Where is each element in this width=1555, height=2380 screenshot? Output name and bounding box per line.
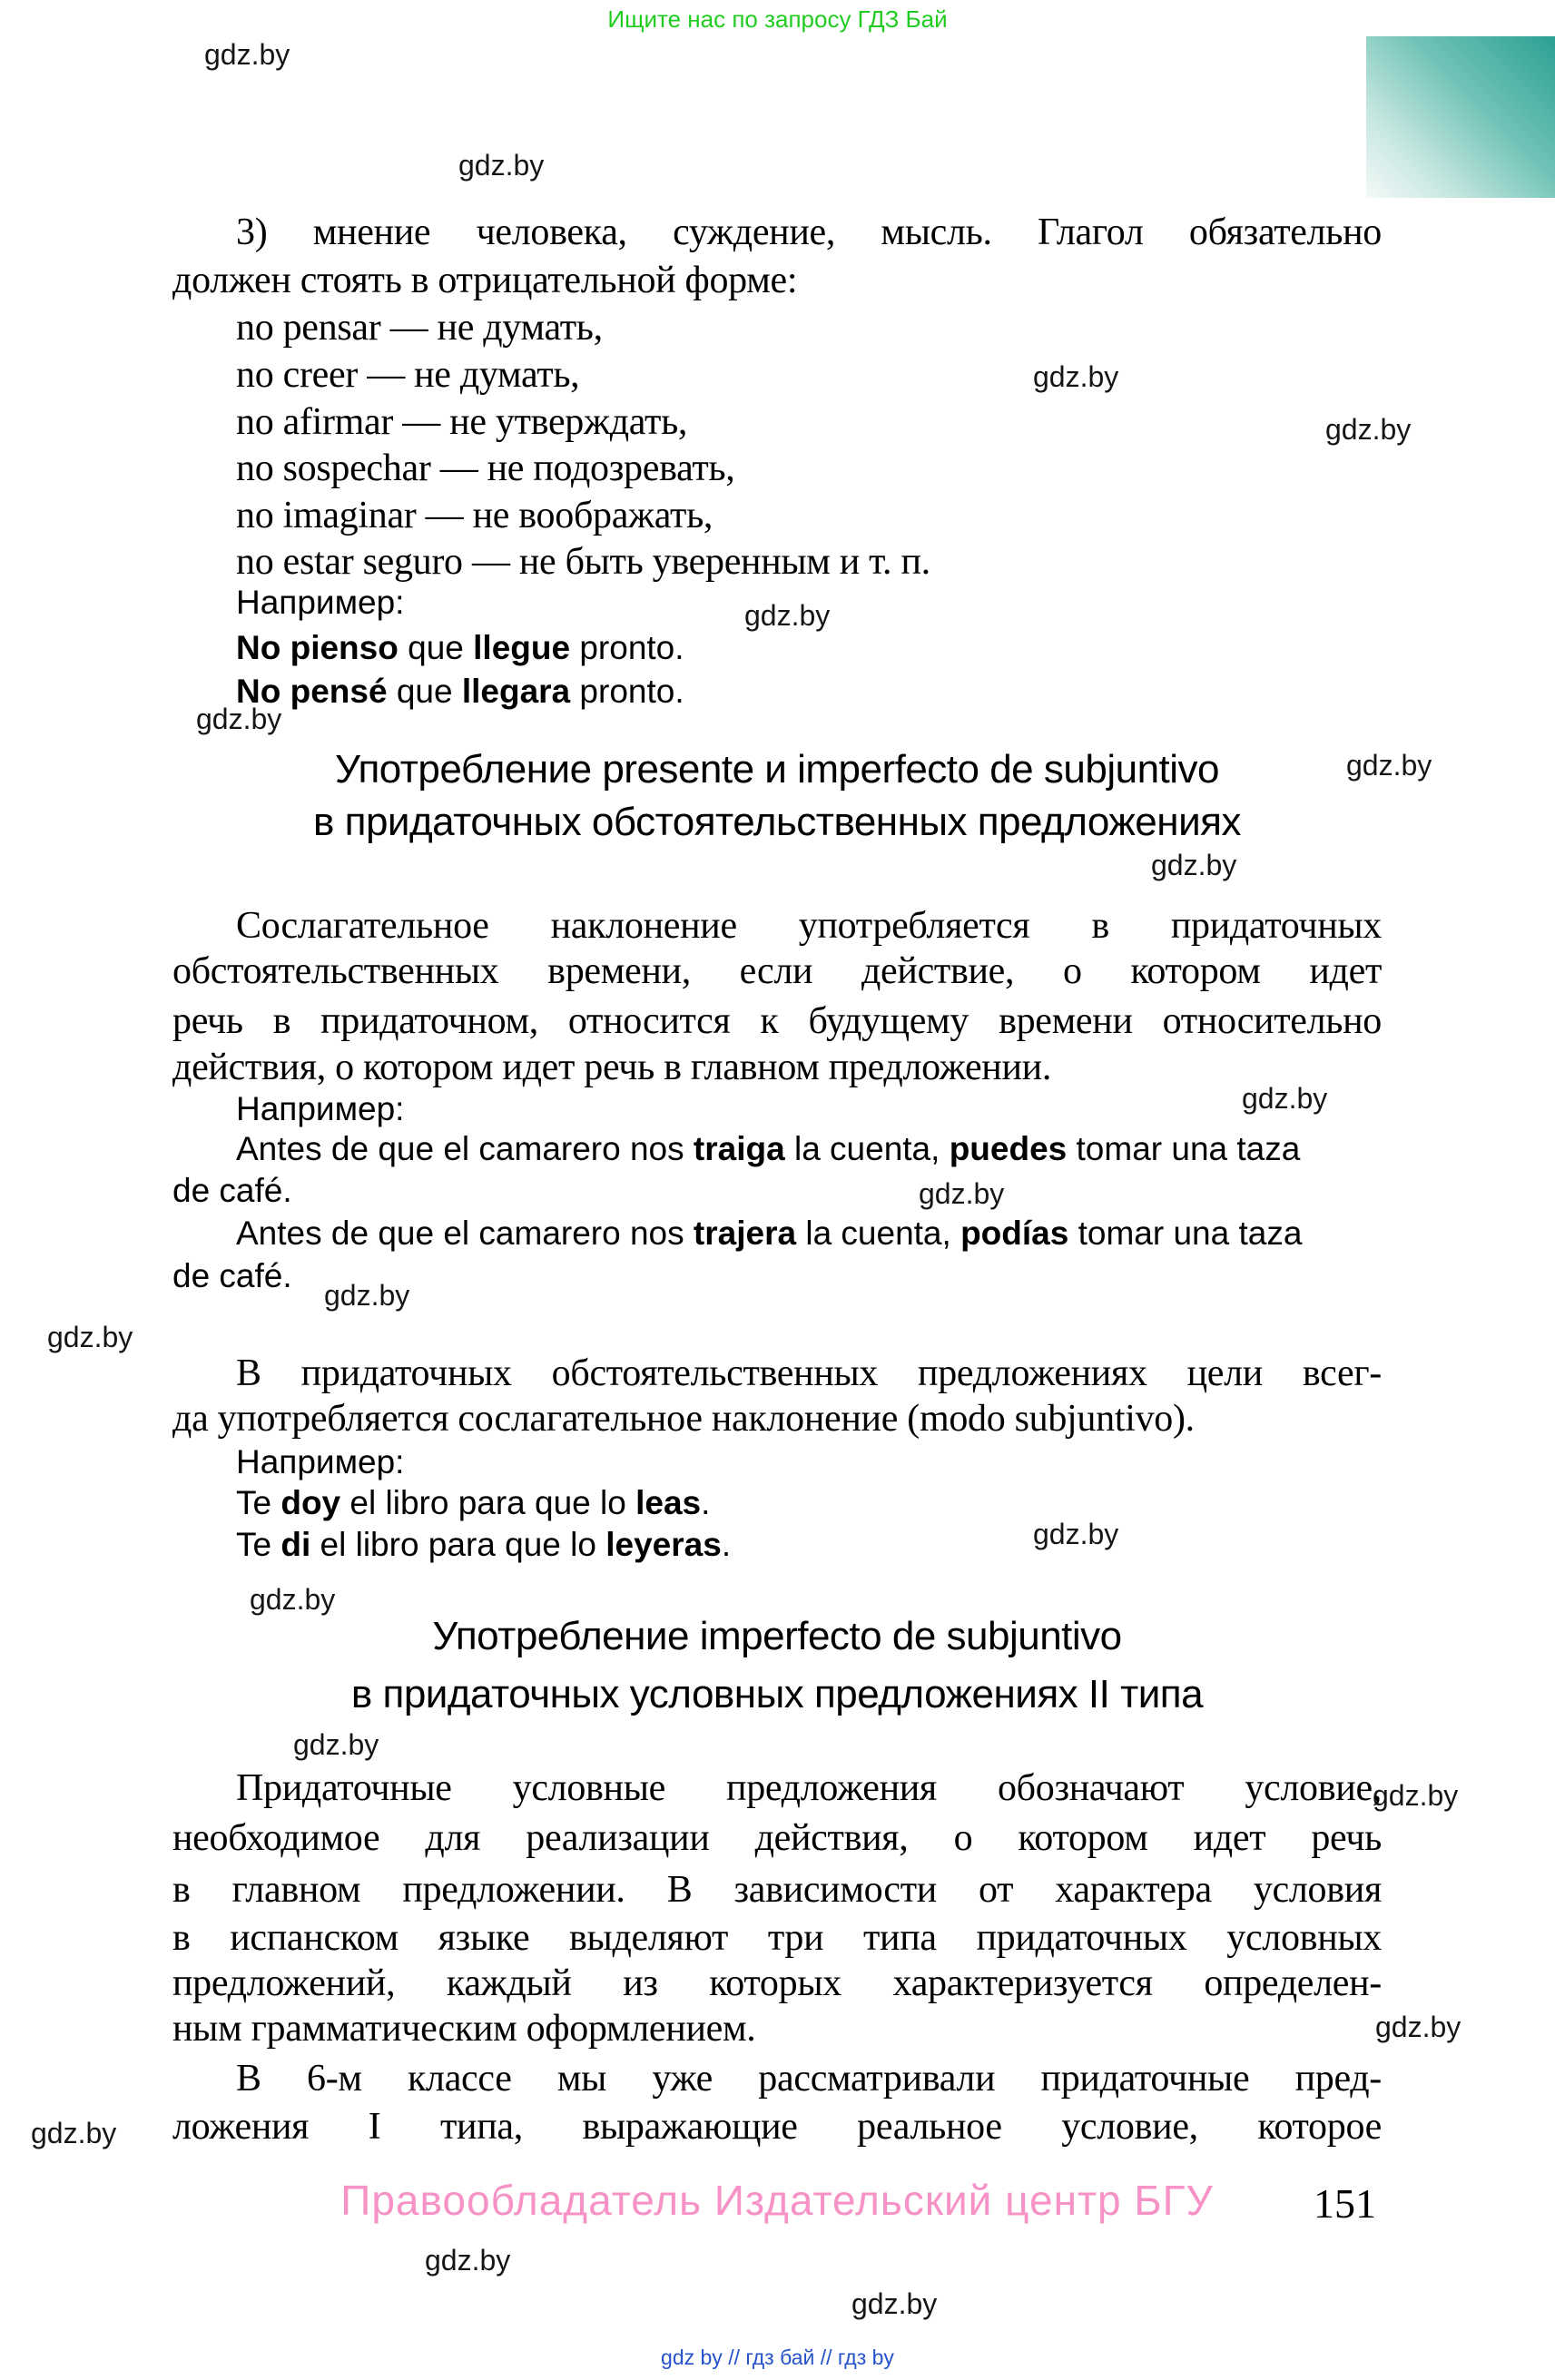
section-heading: в придаточных условных предложениях II типа bbox=[350, 1672, 1204, 1716]
example-bold: puedes bbox=[949, 1130, 1068, 1167]
for-example-label: Например: bbox=[236, 1443, 405, 1480]
example-text: pronto. bbox=[570, 629, 684, 666]
gdzby-watermark: gdz.by bbox=[324, 1279, 410, 1312]
gdzby-watermark: gdz.by bbox=[919, 1177, 1005, 1210]
example-text: tomar una taza bbox=[1067, 1130, 1301, 1167]
example-text: que bbox=[398, 629, 474, 666]
copyright-line: Правообладатель Издательский центр БГУ bbox=[340, 2177, 1214, 2224]
body-line: В 6-м классе мы уже рассматривали придаточные пред- bbox=[236, 2058, 1382, 2100]
gdzby-watermark: gdz.by bbox=[196, 703, 282, 735]
for-example-label: Например: bbox=[236, 1090, 405, 1127]
gdzby-watermark: gdz.by bbox=[1325, 413, 1412, 446]
example-text: pronto. bbox=[570, 673, 684, 710]
gdzby-watermark: gdz.by bbox=[293, 1728, 379, 1761]
body-line: ным грамматическим оформлением. bbox=[172, 2008, 756, 2050]
body-line: Сослагательное наклонение употребляется в придаточных bbox=[236, 905, 1382, 947]
gdzby-watermark: gdz.by bbox=[250, 1583, 336, 1616]
body-line: должен стоять в отрицательной форме: bbox=[172, 260, 798, 301]
section-heading: в придаточных обстоятельственных предложениях bbox=[313, 800, 1241, 844]
body-line: обстоятельственных времени, если действие, о котором идет bbox=[172, 950, 1382, 992]
gdzby-watermark: gdz.by bbox=[1033, 1518, 1119, 1550]
gdzby-watermark: gdz.by bbox=[1346, 749, 1432, 782]
example-text: Antes de que el camarero nos bbox=[236, 1215, 694, 1252]
example-text: . bbox=[721, 1526, 732, 1563]
gdzby-watermark: gdz.by bbox=[1033, 360, 1119, 393]
gdzby-watermark: gdz.by bbox=[1375, 2011, 1462, 2043]
example-sentence bbox=[236, 1481, 710, 1525]
list-item: no creer — не думать, bbox=[236, 354, 580, 396]
section-heading: Употребление imperfecto de subjuntivo bbox=[432, 1614, 1122, 1658]
list-item: no pensar — не думать, bbox=[236, 307, 603, 349]
example-sentence: de café. bbox=[172, 1257, 292, 1294]
example-text: el libro para que lo bbox=[310, 1526, 606, 1563]
body-line: необходимое для реализации действия, о котором идет речь bbox=[172, 1817, 1382, 1859]
list-item: no afirmar — не утверждать, bbox=[236, 401, 688, 443]
example-bold: leyeras bbox=[605, 1526, 722, 1563]
gdzby-watermark: gdz.by bbox=[204, 38, 290, 71]
example-bold: No pensé bbox=[236, 673, 388, 710]
gdzby-watermark: gdz.by bbox=[744, 599, 831, 632]
for-example-label: Например: bbox=[236, 584, 405, 621]
list-item: no estar seguro — не быть уверенным и т. п. bbox=[236, 541, 930, 583]
example-text: . bbox=[701, 1484, 711, 1521]
gdzby-watermark: gdz.by bbox=[425, 2244, 511, 2277]
gdzby-watermark: gdz.by bbox=[1242, 1082, 1328, 1115]
body-line: ложения I типа, выражающие реальное условие, которое bbox=[172, 2106, 1382, 2148]
example-bold: doy bbox=[280, 1484, 341, 1521]
body-line: предложений, каждый из которых характеризуется определен- bbox=[172, 1962, 1382, 2004]
example-bold: llegue bbox=[473, 629, 571, 666]
body-line: действия, о котором идет речь в главном предложении. bbox=[172, 1047, 1052, 1088]
gdzby-watermark: gdz.by bbox=[1151, 849, 1237, 881]
example-bold: trajera bbox=[693, 1215, 797, 1252]
gdzby-watermark: gdz.by bbox=[47, 1321, 133, 1353]
body-line: да употребляется сослагательное наклонение (modo subjuntivo). bbox=[172, 1398, 1195, 1440]
gdzby-watermark: gdz.by bbox=[458, 149, 545, 182]
example-text: Antes de que el camarero nos bbox=[236, 1130, 694, 1167]
example-bold: podías bbox=[960, 1215, 1069, 1252]
list-item: no sospechar — не подозревать, bbox=[236, 447, 735, 489]
body-line: речь в придаточном, относится к будущему времени относительно bbox=[172, 1000, 1382, 1042]
body-line: Придаточные условные предложения обозначают условие, bbox=[236, 1767, 1382, 1809]
top-search-banner: Ищите нас по запросу ГДЗ Бай bbox=[607, 5, 948, 33]
example-sentence bbox=[236, 626, 684, 670]
example-text: que bbox=[387, 673, 462, 710]
example-sentence: de café. bbox=[172, 1172, 292, 1209]
example-sentence bbox=[236, 670, 684, 713]
teal-gradient-decoration bbox=[1366, 36, 1555, 198]
example-bold: traiga bbox=[693, 1130, 785, 1167]
gdzby-watermark: gdz.by bbox=[851, 2287, 938, 2320]
gdzby-watermark: gdz.by bbox=[1373, 1779, 1459, 1812]
body-line: в главном предложении. В зависимости от характера условия bbox=[172, 1869, 1382, 1911]
body-line: в испанском языке выделяют три типа придаточных условных bbox=[172, 1917, 1382, 1959]
example-bold: No pienso bbox=[236, 629, 399, 666]
example-text: Te bbox=[236, 1526, 281, 1563]
footer-site-links[interactable]: gdz by // гдз бай // гдз by bbox=[661, 2346, 894, 2369]
example-bold: di bbox=[280, 1526, 311, 1563]
body-line: 3) мнение человека, суждение, мысль. Глагол обязательно bbox=[236, 211, 1382, 253]
example-text: el libro para que lo bbox=[340, 1484, 636, 1521]
example-sentence bbox=[236, 1212, 1302, 1255]
example-text: la cuenta, bbox=[784, 1130, 950, 1167]
example-sentence bbox=[236, 1127, 1300, 1171]
example-bold: llegara bbox=[461, 673, 571, 710]
section-heading: Употребление presente и imperfecto de subjuntivo bbox=[334, 747, 1220, 792]
example-text: tomar una taza bbox=[1068, 1215, 1303, 1252]
list-item: no imaginar — не воображать, bbox=[236, 495, 714, 536]
example-sentence bbox=[236, 1523, 731, 1567]
body-line: В придаточных обстоятельственных предложениях цели всег- bbox=[236, 1352, 1382, 1394]
gdzby-watermark: gdz.by bbox=[31, 2117, 117, 2149]
page-number: 151 bbox=[1314, 2180, 1376, 2227]
example-text: Te bbox=[236, 1484, 281, 1521]
example-text: la cuenta, bbox=[796, 1215, 961, 1252]
example-bold: leas bbox=[635, 1484, 702, 1521]
